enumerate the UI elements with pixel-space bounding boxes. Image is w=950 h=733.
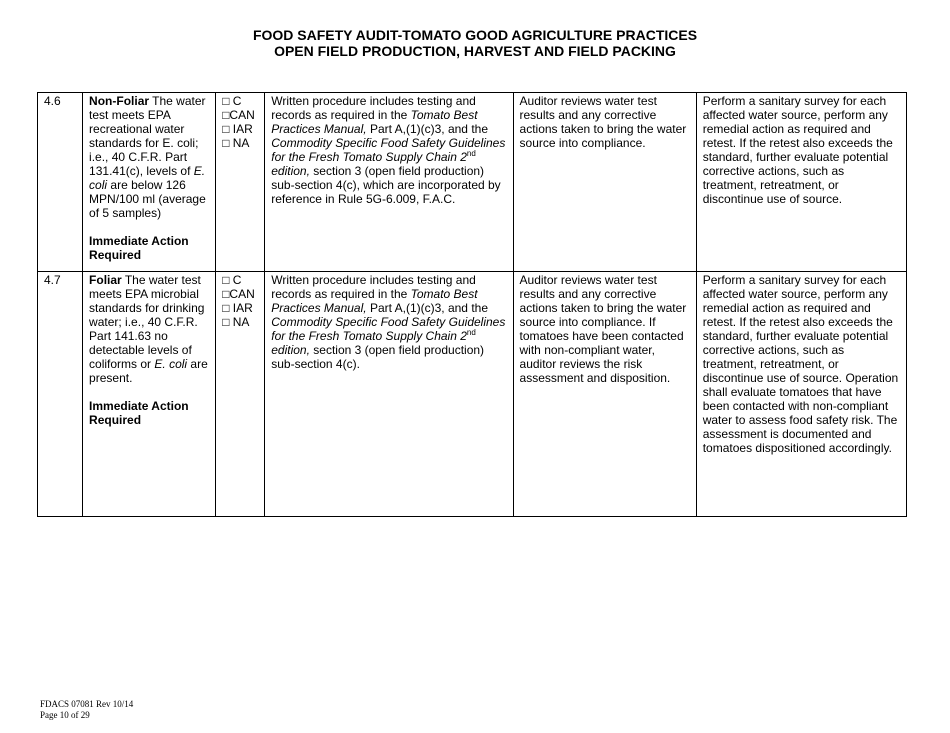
procedure-text: Written procedure includes testing and records as required in the: [271, 94, 476, 122]
table-row: [38, 272, 907, 517]
rating-options: [216, 272, 265, 517]
procedure-text: Written procedure includes testing and records as required in the: [271, 273, 476, 301]
procedure-text: section 3 (open field production) sub-section 4(c), which are incorporated by reference in Rule 5G-6.009, F.A.C.: [271, 164, 501, 206]
procedure-manual-title: Tomato Best Practices Manual,: [271, 287, 478, 315]
procedure-text: Part A,(1)(c)3, and the: [366, 301, 488, 315]
procedure-cell: [265, 272, 513, 517]
item-number: 4.7: [38, 272, 83, 517]
corrective-cell: Perform a sanitary survey for each affected water source, perform any remedial action as required and retest. If the retest also exceeds the standard, further evaluate potential corrective actions, such as treatment, retreatment, or discontinue use of source.: [696, 93, 906, 272]
procedure-guidelines-title: Commodity Specific Food Safety Guidelines for the Fresh Tomato Supply Chain 2: [271, 136, 506, 164]
option-c-checkbox[interactable]: □ C: [222, 94, 242, 108]
corrective-cell: Perform a sanitary survey for each affected water source, perform any remedial action as required and retest. If the retest also exceeds the standard, further evaluate potential corrective actions, such as treatment, retreatment, or discontinue use of source. Operation shall evaluate tomatoes that have been contacted with non-compliant water to assess food safety risk. The assessment is documented and tomatoes dispositioned accordingly.: [696, 272, 906, 517]
option-iar-checkbox[interactable]: □ IAR: [222, 122, 253, 136]
procedure-cell: [265, 93, 513, 272]
option-can-checkbox[interactable]: □CAN: [222, 108, 255, 122]
procedure-text: Part A,(1)(c)3, and the: [366, 122, 488, 136]
procedure-superscript: nd: [466, 328, 476, 337]
requirement-lead: Non-Foliar: [89, 94, 150, 108]
table-row: [38, 93, 907, 272]
requirement-italic: E. coli: [154, 357, 188, 371]
option-c-checkbox[interactable]: □ C: [222, 273, 242, 287]
requirement-cell: [83, 93, 216, 272]
option-iar-checkbox[interactable]: □ IAR: [222, 301, 253, 315]
auditor-cell: Auditor reviews water test results and any corrective actions taken to bring the water source into compliance. If tomatoes have been contacted with non-compliant water, auditor reviews the risk assessment and disposition.: [513, 272, 696, 517]
immediate-action-label: Immediate Action Required: [89, 399, 189, 427]
requirement-cell: [83, 272, 216, 517]
form-id: FDACS 07081 Rev 10/14: [40, 699, 134, 709]
requirement-italic: E. coli: [89, 164, 206, 192]
document-title-line1: FOOD SAFETY AUDIT-TOMATO GOOD AGRICULTURE PRACTICES: [252, 27, 698, 43]
requirement-text: The water test meets EPA microbial standards for drinking water; i.e., 40 C.F.R. Part 141.63 no detectable levels of coliforms or: [89, 273, 205, 371]
requirement-text: The water test meets EPA recreational water standards for E. coli; i.e., 40 C.F.R. Part 131.41(c), levels of: [89, 94, 206, 178]
procedure-edition: edition,: [271, 164, 310, 178]
procedure-guidelines-title: Commodity Specific Food Safety Guidelines for the Fresh Tomato Supply Chain 2: [271, 315, 506, 343]
requirement-text-end: are below 126 MPN/100 ml (average of 5 samples): [89, 178, 206, 220]
audit-table: [37, 92, 907, 517]
procedure-manual-title: Tomato Best Practices Manual,: [271, 108, 478, 136]
option-na-checkbox[interactable]: □ NA: [222, 136, 250, 150]
procedure-text: section 3 (open field production) sub-section 4(c).: [271, 343, 485, 371]
rating-options: [216, 93, 265, 272]
item-number: 4.6: [38, 93, 83, 272]
auditor-cell: Auditor reviews water test results and any corrective actions taken to bring the water source into compliance.: [513, 93, 696, 272]
procedure-superscript: nd: [466, 149, 476, 158]
procedure-edition: edition,: [271, 343, 310, 357]
option-can-checkbox[interactable]: □CAN: [222, 287, 255, 301]
requirement-text-end: are present.: [89, 357, 208, 385]
option-na-checkbox[interactable]: □ NA: [222, 315, 250, 329]
immediate-action-label: Immediate Action Required: [89, 234, 189, 262]
requirement-lead: Foliar: [89, 273, 122, 287]
page-number: Page 10 of 29: [40, 710, 90, 720]
document-title-line2: OPEN FIELD PRODUCTION, HARVEST AND FIELD PACKING: [274, 43, 676, 59]
